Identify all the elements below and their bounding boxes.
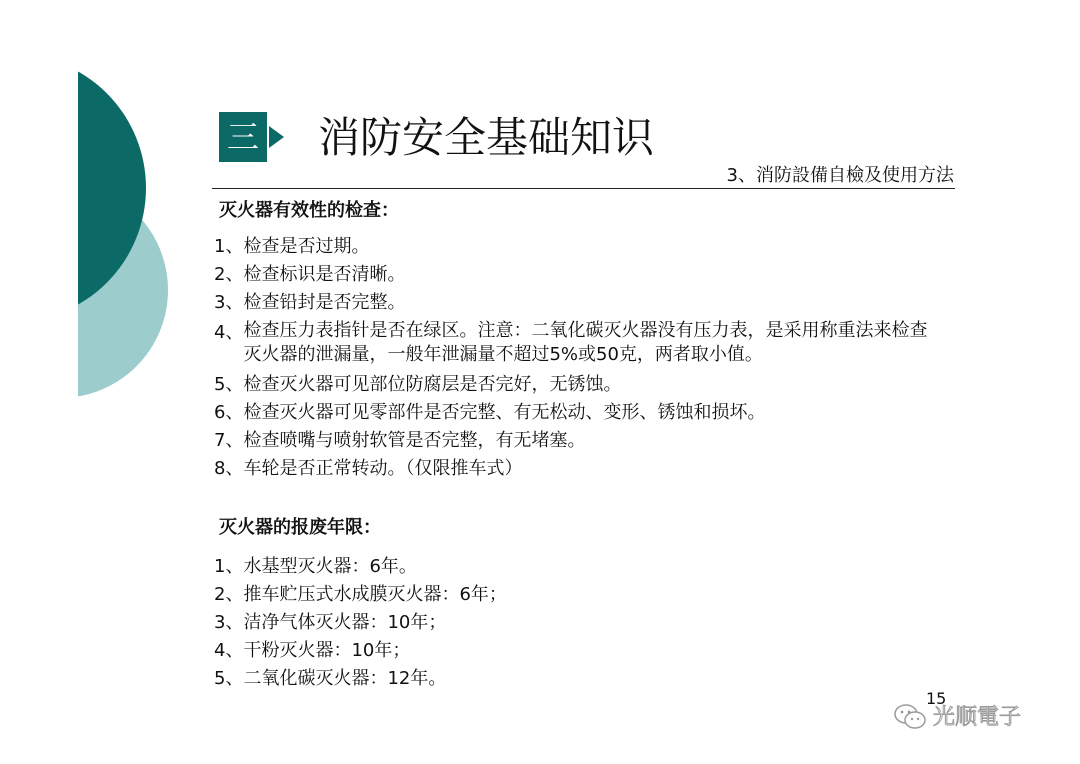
list-item: [214, 637, 507, 665]
list-item: [214, 371, 943, 399]
item-text: 车轮是否正常转动。（仅限推车式）: [243, 458, 523, 479]
service-life-list: [214, 553, 507, 693]
item-text: 水基型灭火器：6年。: [243, 556, 417, 577]
item-number: 1、: [214, 556, 244, 577]
decorative-circles: [0, 0, 200, 400]
item-number: 3、: [214, 292, 244, 313]
list-item: [214, 665, 507, 693]
inspection-list: [214, 233, 943, 483]
list-item: [214, 261, 943, 289]
item-text: 检查压力表指针是否在绿区。注意：二氧化碳灭火器没有压力表，是采用称重法来检查灭火器的泄漏量，一般年泄漏量不超过5%或50克，两者取小值。: [243, 320, 928, 365]
item-text: 洁净气体灭火器：10年；: [243, 612, 447, 633]
list-item: [214, 289, 943, 317]
list-item: [214, 319, 943, 367]
item-number: 4、: [214, 640, 244, 661]
item-text: 检查铅封是否完整。: [243, 292, 406, 313]
title-divider: [212, 188, 955, 189]
list-item: [214, 581, 507, 609]
item-number: 1、: [214, 236, 244, 257]
item-text: 检查是否过期。: [243, 236, 370, 257]
item-text: 检查标识是否清晰。: [243, 264, 406, 285]
watermark: [893, 703, 1021, 731]
page-title: 消防安全基础知识: [318, 113, 655, 162]
list-item: [214, 399, 943, 427]
item-number: 5、: [214, 668, 244, 689]
item-text: 推车贮压式水成膜灭火器：6年；: [243, 584, 507, 605]
item-number: 3、: [214, 612, 244, 633]
page-number: 15: [926, 689, 947, 708]
watermark-text: 光顺電子: [933, 704, 1022, 729]
list-item: [214, 455, 943, 483]
list-item: [214, 553, 507, 581]
item-number: 2、: [214, 264, 244, 285]
wechat-icon: [893, 703, 927, 731]
item-text: 检查灭火器可见零部件是否完整、有无松动、变形、锈蚀和损坏。: [243, 402, 766, 423]
section-heading-service-life: 灭火器的报废年限：: [219, 517, 381, 538]
list-item: [214, 233, 943, 261]
item-number: 6、: [214, 402, 244, 423]
section-heading-inspection: 灭火器有效性的检查：: [219, 200, 399, 221]
item-text: 二氧化碳灭火器：12年。: [243, 668, 447, 689]
item-number: 8、: [214, 458, 244, 479]
item-text: 检查灭火器可见部位防腐层是否完好，无锈蚀。: [243, 374, 622, 395]
list-item: [214, 609, 507, 637]
left-mask: [0, 0, 78, 400]
section-number-badge: 三: [219, 112, 267, 162]
list-item: [214, 427, 943, 455]
item-text: 检查喷嘴与喷射软管是否完整，有无堵塞。: [243, 430, 586, 451]
arrow-icon: [269, 126, 284, 148]
item-number: 2、: [214, 584, 244, 605]
item-number: 4、: [214, 322, 244, 343]
item-number: 5、: [214, 374, 244, 395]
item-text: 干粉灭火器：10年；: [243, 640, 411, 661]
page-subtitle: 3、消防設備自檢及使用方法: [726, 165, 954, 186]
item-number: 7、: [214, 430, 244, 451]
